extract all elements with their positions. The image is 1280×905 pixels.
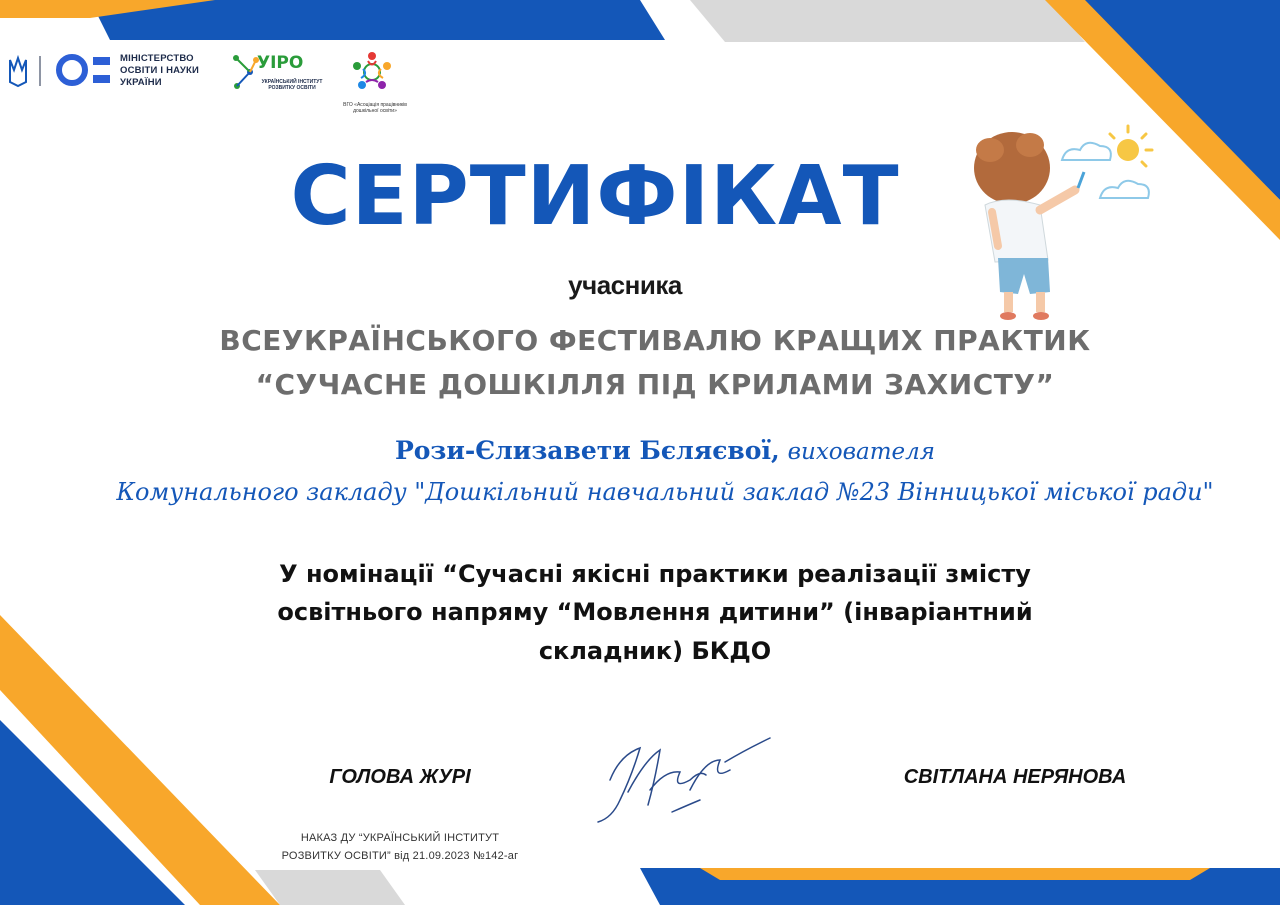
nomination-line-1: У номінації “Сучасні якісні практики реалізації змісту [279,560,1031,588]
jury-head-label: ГОЛОВА ЖУРІ [329,766,471,788]
association-logo-icon [353,52,391,89]
decor-top-gray-band [690,0,1085,42]
participant-line [200,436,1130,465]
decor-bottom-gray-band [255,870,405,905]
jury-head-name: СВІТЛАНА НЕРЯНОВА [903,766,1127,788]
certificate-title: СЕРТИФІКАТ [290,149,900,244]
festival-name-line-2: “СУЧАСНЕ ДОШКІЛЛЯ ПІД КРИЛАМИ ЗАХИСТУ” [255,368,1055,401]
trident-icon [10,58,26,86]
certificate-subtitle: учасника [568,270,682,300]
uipo-logo-label: УІРО [257,53,304,73]
nomination-line-2: освітнього напряму “Мовлення дитини” (інваріантний [277,598,1033,626]
participant-name: Рози-Єлизавети Бєляєвої, [394,436,780,465]
uipo-logo-subtitle: УКРАЇНСЬКИЙ ІНСТИТУТ РОЗВИТКУ ОСВІТИ [261,79,323,91]
festival-name-line-1: ВСЕУКРАЇНСЬКОГО ФЕСТИВАЛЮ КРАЩИХ ПРАКТИК [219,324,1091,357]
participant-role: вихователя [787,439,936,465]
signature-mark [598,738,770,822]
order-reference-line-1: НАКАЗ ДУ “УКРАЇНСЬКИЙ ІНСТИТУТ [300,832,500,844]
decor-bottom-orange-band [700,868,1210,880]
ministry-logo-icon [59,57,110,83]
order-reference-line-2: РОЗВИТКУ ОСВІТИ” від 21.09.2023 №142-аг [281,850,519,862]
association-logo-caption: ВГО «Асоціація працівників дошкільної освіти» [343,102,407,114]
child-drawing-illustration [974,126,1152,320]
participant-institution: Комунального закладу "Дошкільний навчальний заклад №23 Вінницької міської ради" [116,478,1214,506]
nomination-line-3: складник) БКДО [538,637,772,665]
ministry-logo-label: МІНІСТЕРСТВО ОСВІТИ І НАУКИ УКРАЇНИ [120,53,199,88]
decor-top-blue-band [90,0,665,40]
